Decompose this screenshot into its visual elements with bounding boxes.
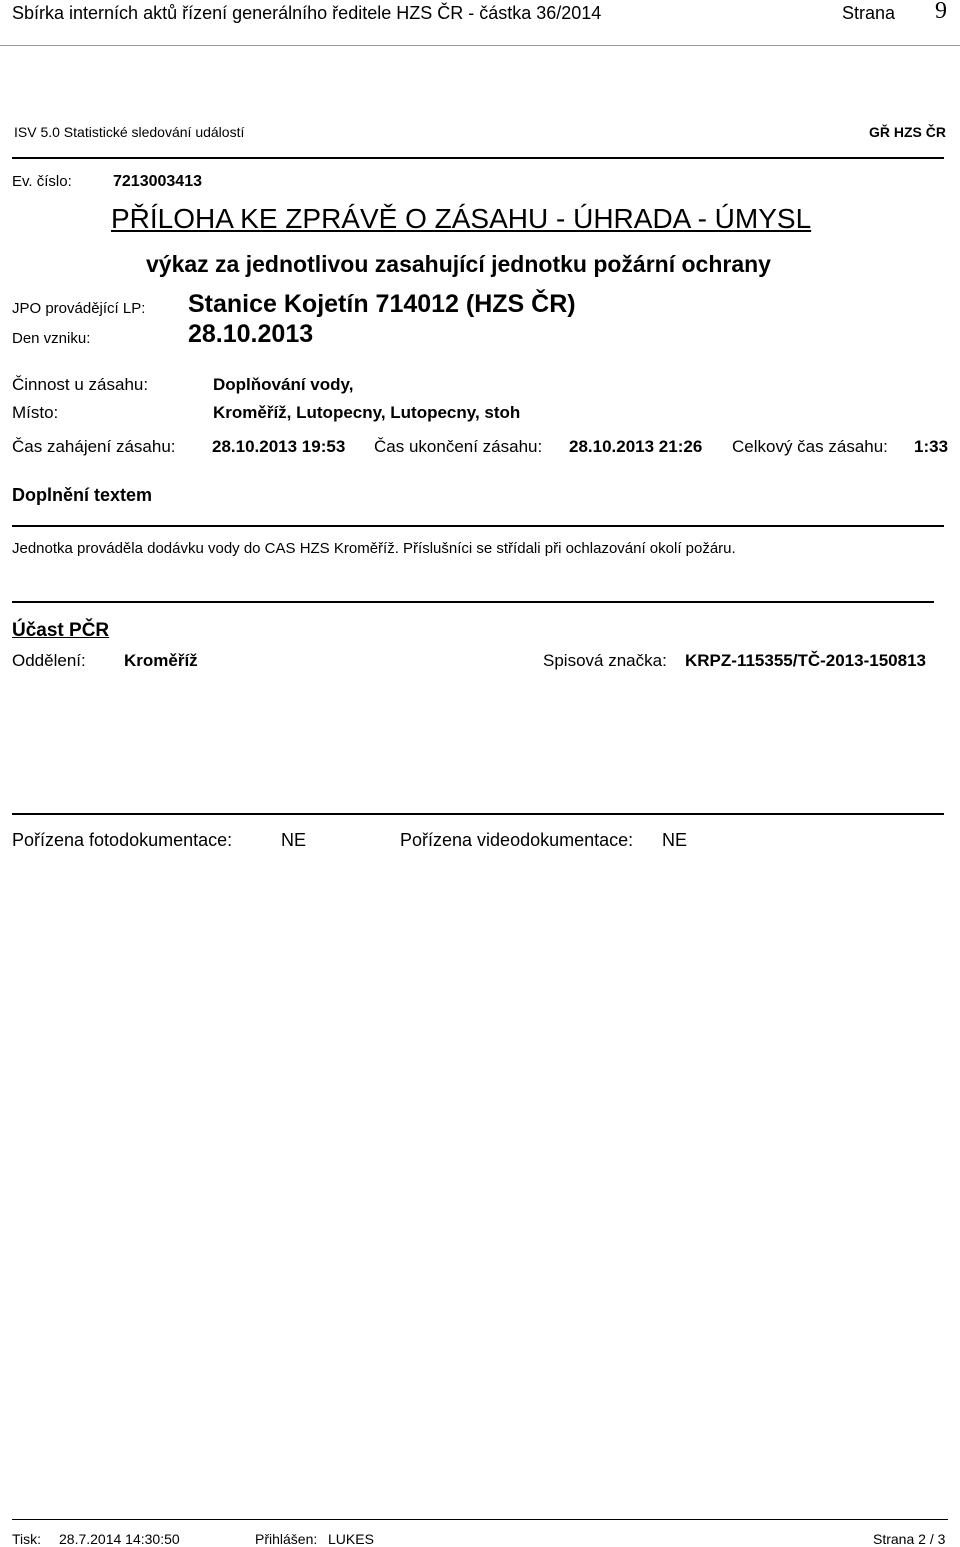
video-value: NE: [662, 830, 688, 850]
collection-title: Sbírka interních aktů řízení generálního ředitele HZS ČR - částka 36/2014: [12, 3, 602, 23]
ev-value: 7213003413: [113, 173, 202, 190]
photo-value: NE: [281, 830, 307, 850]
page-label: Strana: [842, 3, 896, 23]
activity-label: Činnost u zásahu:: [12, 375, 149, 394]
footer-page: Strana 2 / 3: [873, 1531, 946, 1547]
user-value: LUKES: [328, 1531, 374, 1547]
police-dept-label: Oddělení:: [12, 651, 86, 670]
date-label: Den vzniku:: [12, 330, 91, 347]
document-subtitle: výkaz za jednotlivou zasahující jednotku požární ochrany: [146, 251, 771, 277]
jpo-value: Stanice Kojetín 714012 (HZS ČR): [188, 290, 576, 318]
document-title: PŘÍLOHA KE ZPRÁVĚ O ZÁSAHU - ÚHRADA - ÚMYSL: [111, 203, 812, 234]
date-value: 28.10.2013: [188, 320, 314, 348]
supplement-end-divider: [12, 601, 934, 603]
start-label: Čas zahájení zásahu:: [12, 437, 176, 456]
police-dept-value: Kroměříž: [124, 651, 198, 670]
police-ref-value: KRPZ-115355/TČ-2013-150813: [685, 651, 926, 670]
place-label: Místo:: [12, 403, 59, 422]
print-label: Tisk:: [12, 1531, 42, 1547]
video-label: Pořízena videodokumentace:: [400, 830, 634, 850]
place-value: Kroměříž, Lutopecny, Lutopecny, stoh: [213, 403, 521, 422]
header-divider: [0, 45, 960, 46]
start-value: 28.10.2013 19:53: [212, 437, 346, 456]
system-divider: [12, 157, 944, 159]
page-number: 9: [935, 0, 947, 24]
activity-value: Doplňování vody,: [213, 375, 354, 394]
supplement-divider: [12, 525, 944, 527]
footer-divider: [12, 1519, 948, 1520]
police-divider: [12, 813, 944, 815]
photo-label: Pořízena fotodokumentace:: [12, 830, 233, 850]
police-heading: Účast PČR: [12, 620, 110, 641]
end-value: 28.10.2013 21:26: [569, 437, 703, 456]
police-ref-label: Spisová značka:: [543, 651, 667, 670]
ev-label: Ev. číslo:: [12, 173, 72, 190]
print-value: 28.7.2014 14:30:50: [59, 1531, 180, 1547]
system-name: ISV 5.0 Statistické sledování událostí: [14, 124, 245, 140]
supplement-text: Jednotka prováděla dodávku vody do CAS HZS Kroměříž. Příslušníci se střídali při ochlazování okolí požáru.: [12, 540, 736, 557]
end-label: Čas ukončení zásahu:: [374, 437, 543, 456]
supplement-heading: Doplnění textem: [12, 485, 153, 505]
jpo-label: JPO provádějící LP:: [12, 300, 146, 317]
total-label: Celkový čas zásahu:: [732, 437, 888, 456]
total-value: 1:33: [914, 437, 949, 456]
user-label: Přihlášen:: [255, 1531, 318, 1547]
org-name: GŘ HZS ČR: [869, 124, 946, 140]
